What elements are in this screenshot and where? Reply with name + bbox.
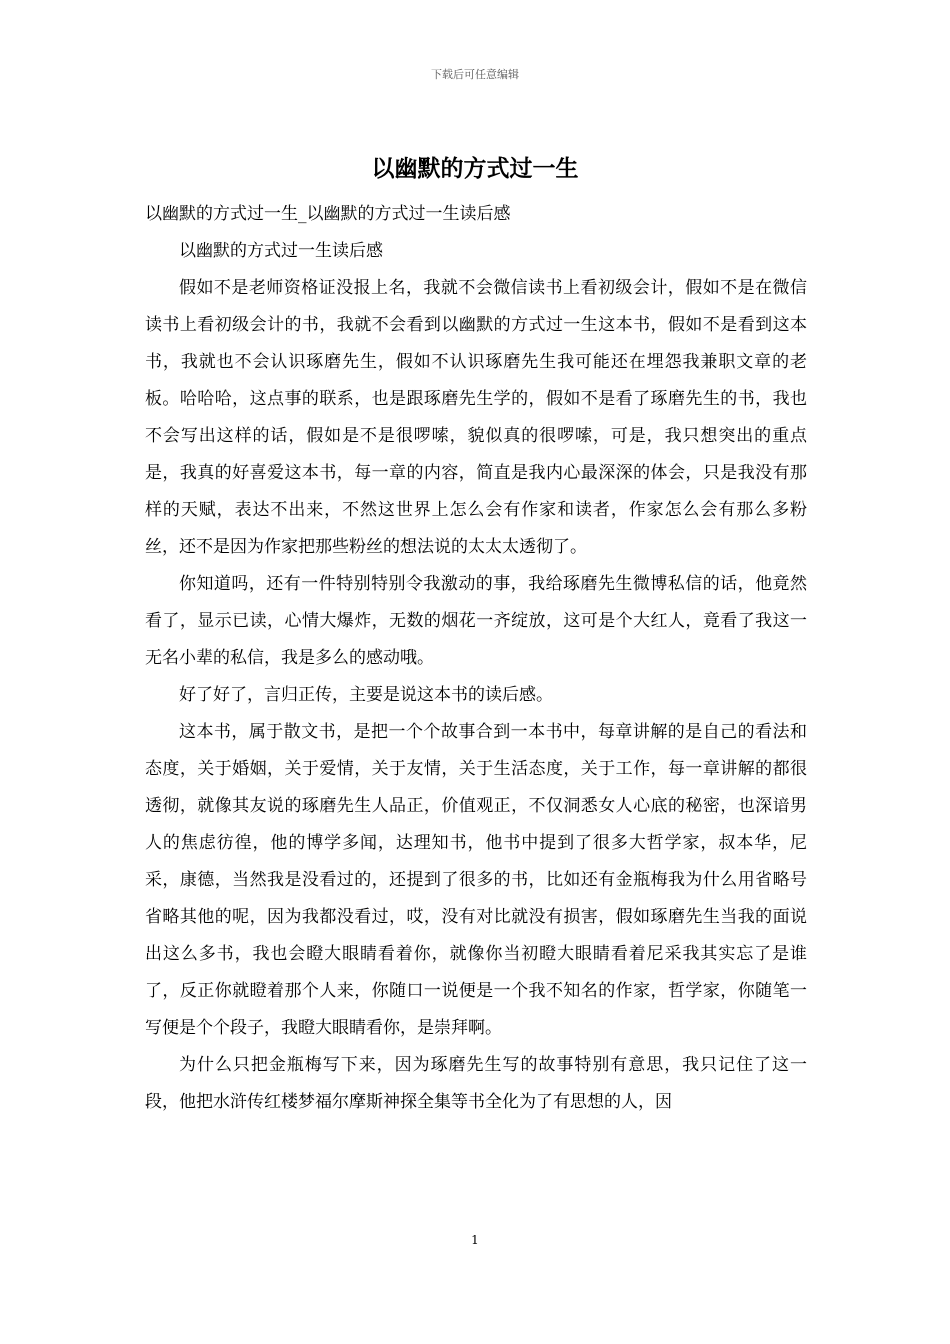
paragraph: 这本书，属于散文书，是把一个个故事合到一本书中，每章讲解的是自己的看法和态度，关于婚姻，关于爱情，关于友情，关于生活态度，关于工作，每一章讲解的都很透彻，就像其友说的琢磨先生人品正，价值观正，不仅洞悉女人心底的秘密，也深谙男人的焦虑彷徨，他的博学多闻，达理知书，他书中提到了很多大哲学家，叔本华，尼采，康德，当然我是没看过的，还提到了很多的书，比如还有金瓶梅我为什么用省略号省略其他的呢，因为我都没看过，哎，没有对比就没有损害，假如琢磨先生当我的面说出这么多书，我也会瞪大眼睛看着你，就像你当初瞪大眼睛看着尼采我其实忘了是谁了，反正你就瞪着那个人来，你随口一说便是一个我不知名的作家，哲学家，你随笔一写便是个个段子，我瞪大眼睛看你，是崇拜啊。 xyxy=(145,722,807,1038)
document-title: 以幽默的方式过一生 xyxy=(371,155,579,182)
paragraph: 好了好了，言归正传，主要是说这本书的读后感。 xyxy=(179,685,553,705)
paragraph: 你知道吗，还有一件特别特别令我激动的事，我给琢磨先生微博私信的话，他竟然看了，显示已读，心情大爆炸，无数的烟花一齐绽放，这可是个大红人，竟看了我这一无名小辈的私信，我是多么的感动哦。 xyxy=(145,574,807,668)
section-heading: 以幽默的方式过一生读后感 xyxy=(179,241,383,261)
paragraph: 为什么只把金瓶梅写下来，因为琢磨先生写的故事特别有意思，我只记住了这一段，他把水浒传红楼梦福尔摩斯神探全集等书全化为了有思想的人，因 xyxy=(145,1055,807,1112)
document-body xyxy=(145,196,807,1121)
page-number: 1 xyxy=(471,1233,479,1247)
page-header: 下载后可任意编辑 xyxy=(431,68,519,81)
subtitle: 以幽默的方式过一生_以幽默的方式过一生读后感 xyxy=(145,204,511,224)
paragraph: 假如不是老师资格证没报上名，我就不会微信读书上看初级会计，假如不是在微信读书上看初级会计的书，我就不会看到以幽默的方式过一生这本书，假如不是看到这本书，我就也不会认识琢磨先生，假如不认识琢磨先生我可能还在埋怨我兼职文章的老板。哈哈哈，这点事的联系，也是跟琢磨先生学的，假如不是看了琢磨先生的书，我也不会写出这样的话，假如是不是很啰嗦，貌似真的很啰嗦，可是，我只想突出的重点是，我真的好喜爱这本书，每一章的内容，简直是我内心最深深的体会，只是我没有那样的天赋，表达不出来，不然这世界上怎么会有作家和读者，作家怎么会有那么多粉丝，还不是因为作家把那些粉丝的想法说的太太太透彻了。 xyxy=(145,278,807,557)
